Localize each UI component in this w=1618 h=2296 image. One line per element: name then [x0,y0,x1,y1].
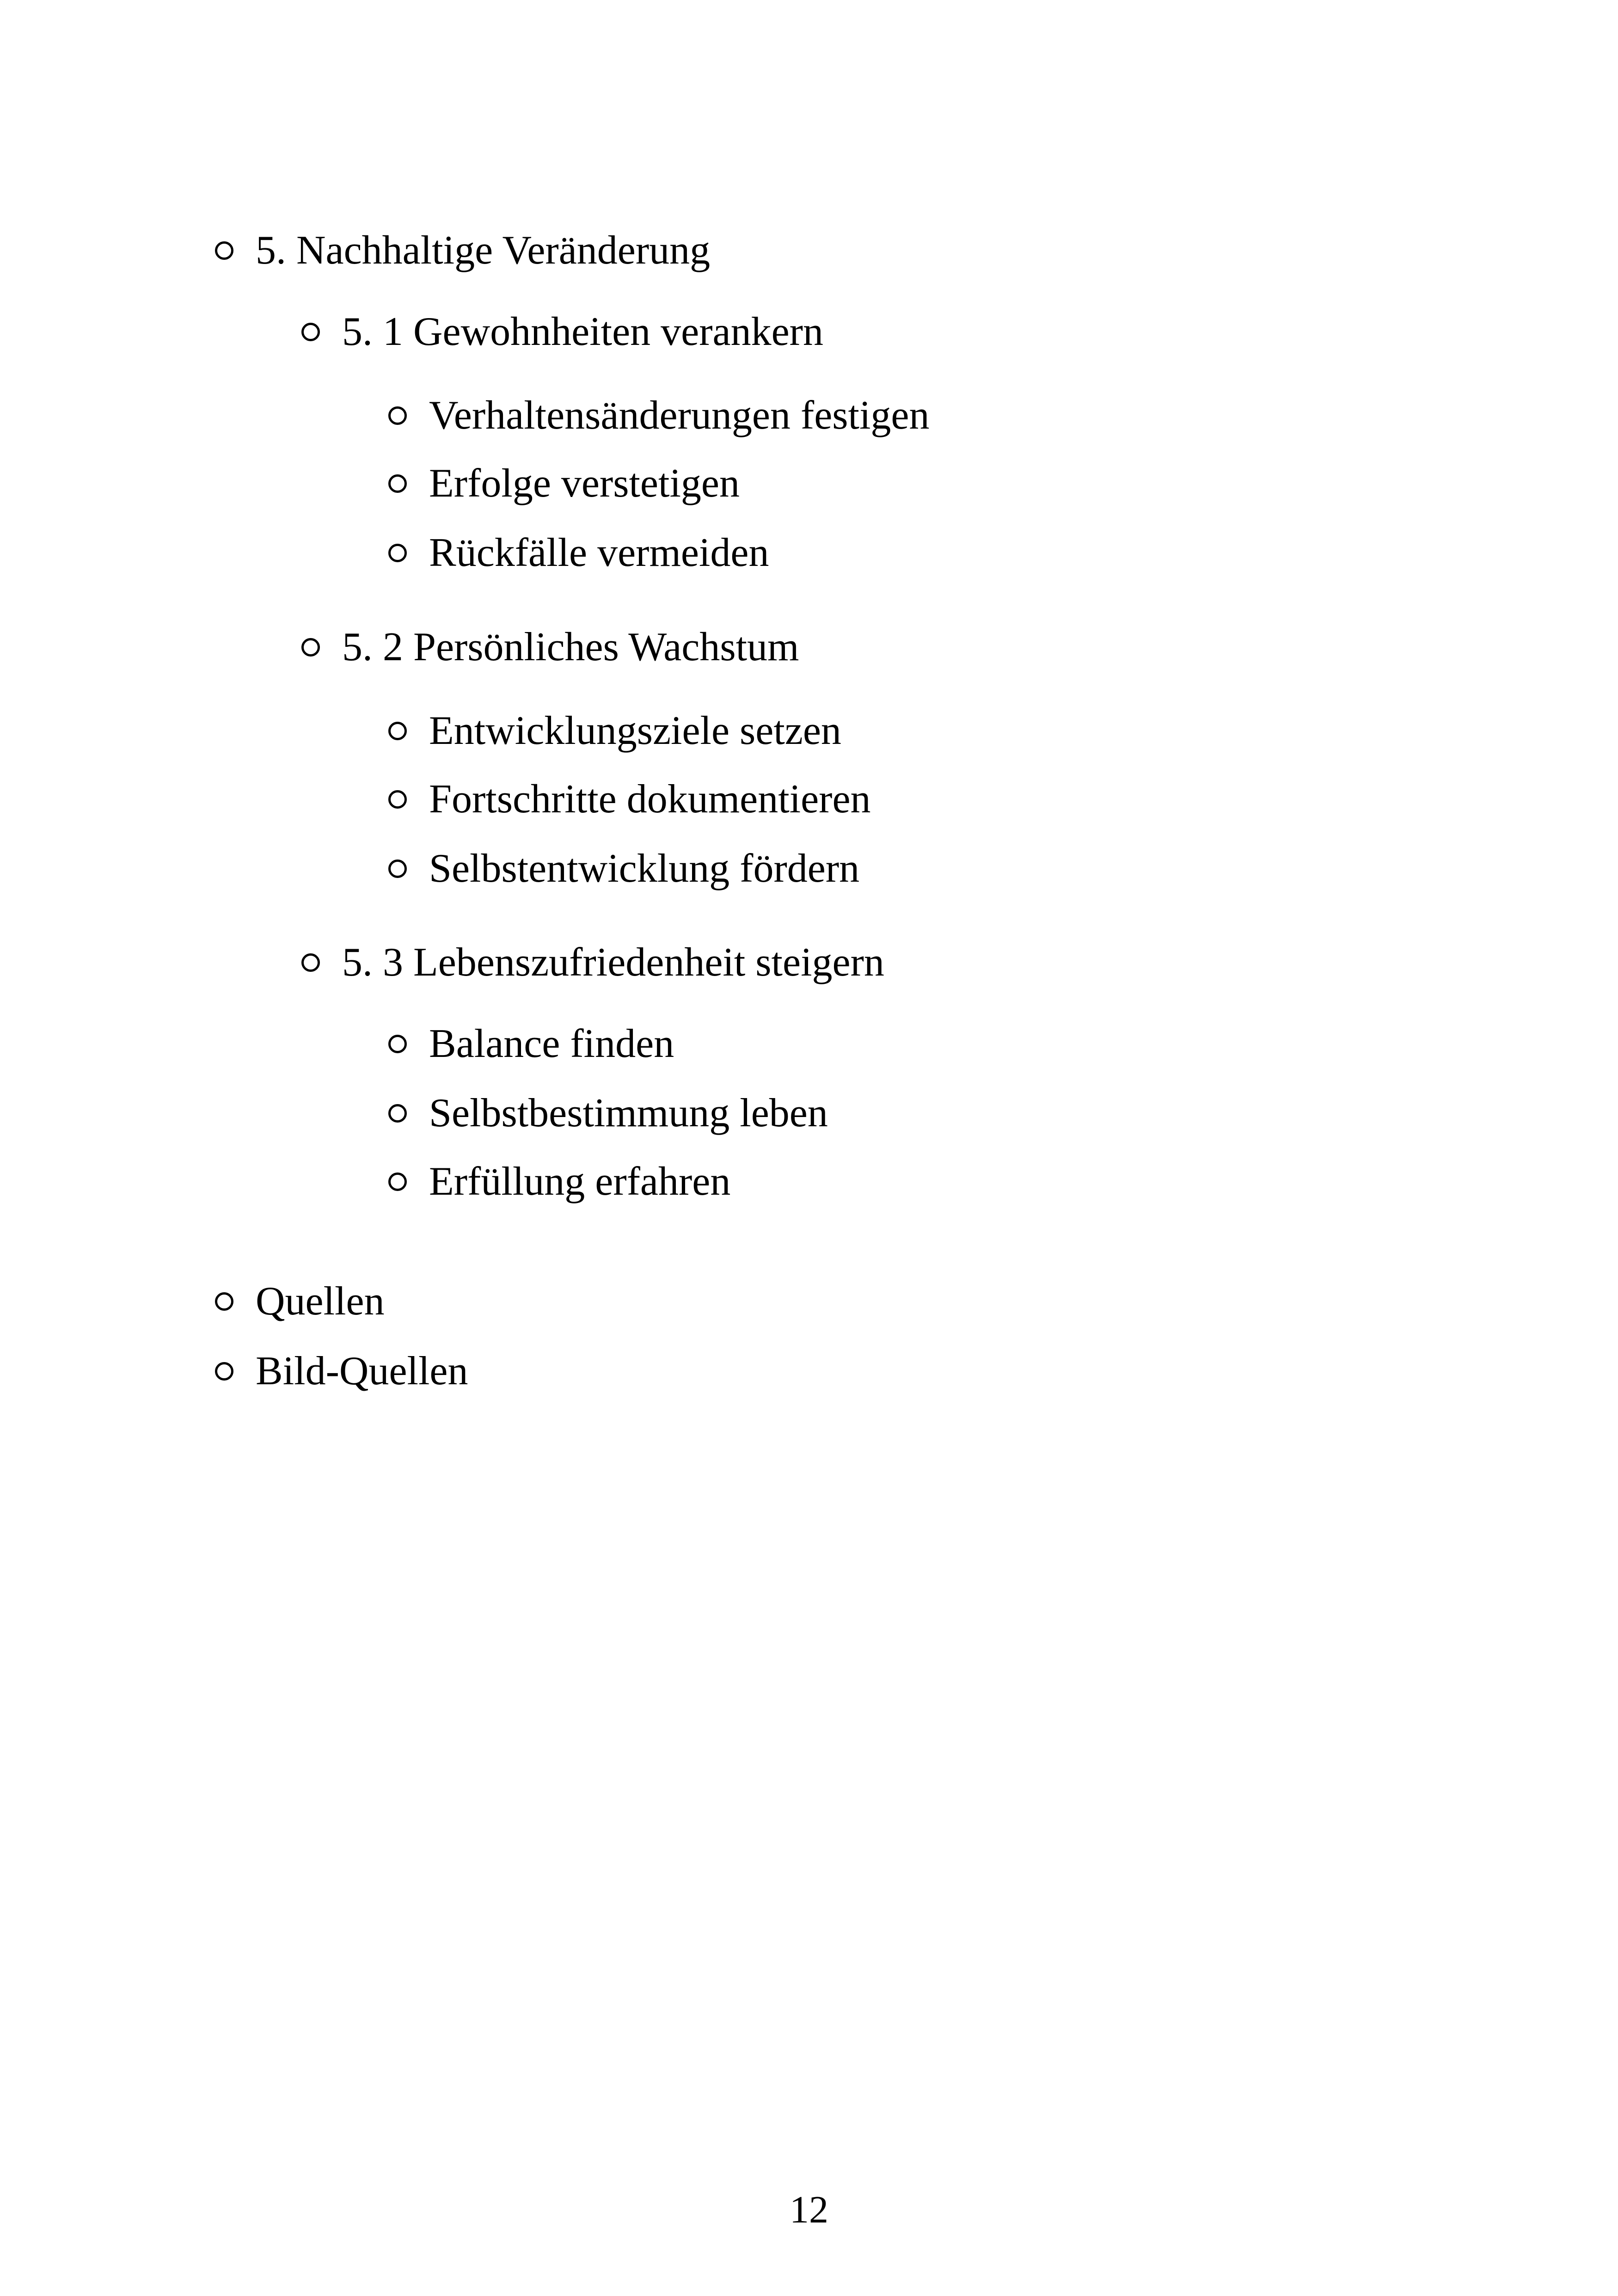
list-item: Rückfälle vermeiden [429,530,769,575]
section-title: 5. Nachhaltige Veränderung [256,228,711,273]
sources-item: Quellen [256,1279,385,1324]
circle-bullet-icon [388,1173,407,1191]
outline-item-level3 [388,1091,828,1136]
circle-bullet-icon [215,241,233,260]
list-item: Entwicklungsziele setzen [429,708,841,753]
outline-item-level3 [388,708,841,753]
outline-item-level3 [388,393,930,438]
circle-bullet-icon [388,790,407,809]
circle-bullet-icon [388,859,407,878]
outline-item-level2 [301,309,823,354]
circle-bullet-icon [301,638,320,657]
list-item: Erfolge verstetigen [429,461,740,506]
circle-bullet-icon [388,474,407,493]
outline-item-level3 [388,530,769,575]
circle-bullet-icon [215,1292,233,1311]
outline-item-level2 [301,940,884,985]
list-item: Balance finden [429,1021,674,1066]
circle-bullet-icon [215,1362,233,1381]
circle-bullet-icon [301,323,320,341]
outline-item-level1 [215,1279,385,1324]
outline-item-level3 [388,777,871,822]
list-item: Erfüllung erfahren [429,1159,731,1204]
list-item: Selbstbestimmung leben [429,1091,828,1136]
circle-bullet-icon [388,722,407,740]
circle-bullet-icon [301,953,320,972]
circle-bullet-icon [388,544,407,562]
outline-item-level3 [388,1021,674,1066]
subsection-title: 5. 2 Persönliches Wachstum [342,625,799,669]
outline-item-level3 [388,461,740,506]
outline-item-level3 [388,846,860,891]
outline-item-level1 [215,228,711,273]
outline-item-level2 [301,625,799,669]
circle-bullet-icon [388,406,407,425]
circle-bullet-icon [388,1104,407,1123]
list-item: Selbstentwicklung fördern [429,846,860,891]
list-item: Verhaltensänderungen festigen [429,393,930,438]
subsection-title: 5. 3 Lebenszufriedenheit steigern [342,940,884,985]
circle-bullet-icon [388,1035,407,1053]
image-sources-item: Bild-Quellen [256,1349,468,1394]
outline-item-level1 [215,1349,468,1394]
outline-item-level3 [388,1159,731,1204]
subsection-title: 5. 1 Gewohnheiten verankern [342,309,823,354]
page-number: 12 [790,2188,828,2231]
list-item: Fortschritte dokumentieren [429,777,871,822]
